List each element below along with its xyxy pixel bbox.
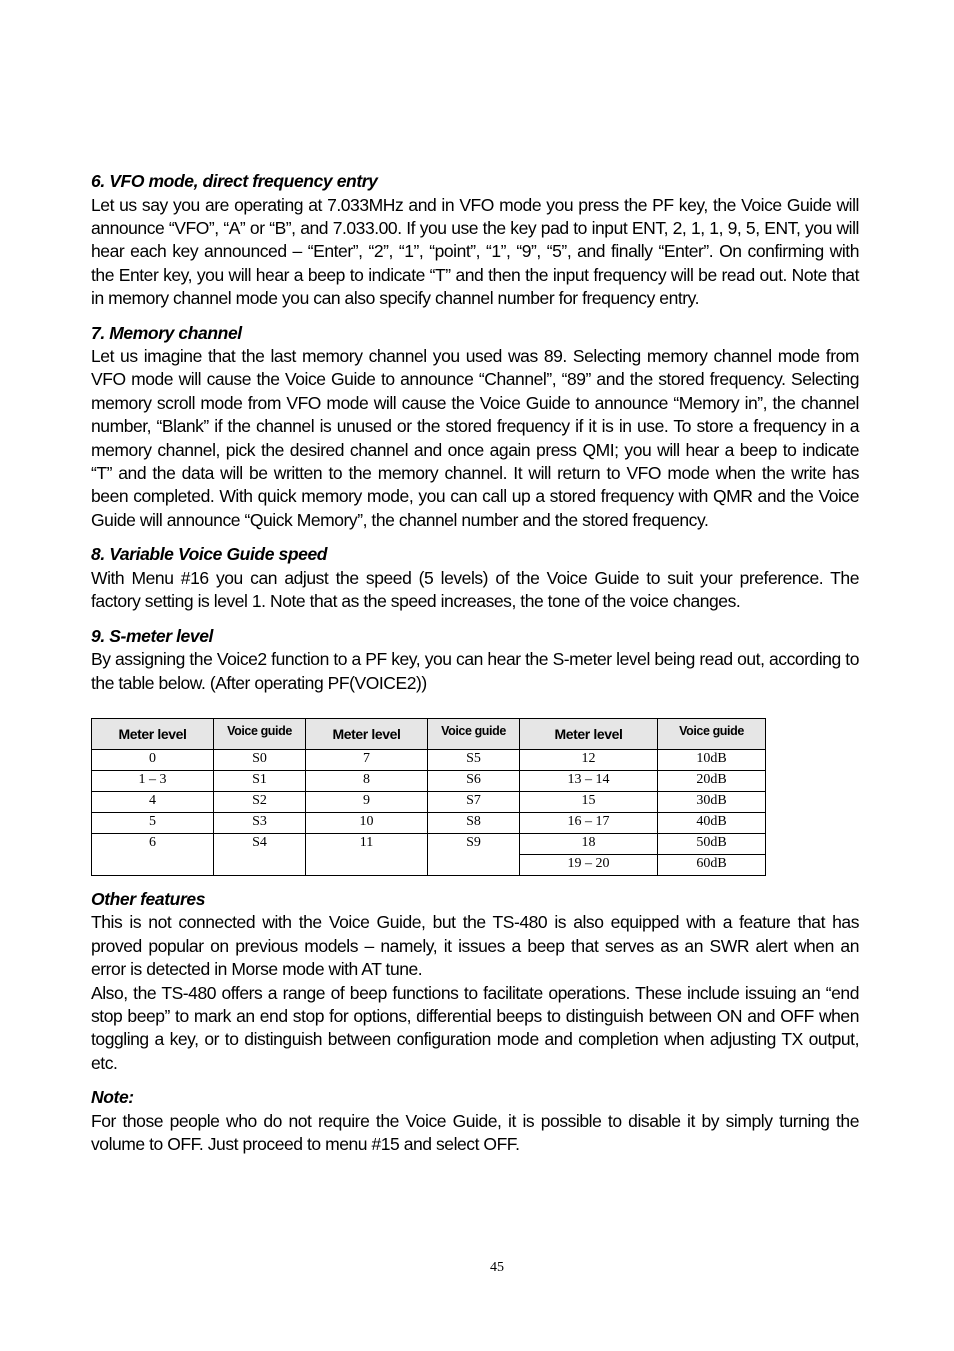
table-cell: 50dB [658,833,766,854]
table-cell: 10 [306,812,428,833]
paragraph: Let us imagine that the last memory channel you used was 89. Selecting memory channel mode from VFO mode will cause the Voice Guide to announce “Channel”, “89” and the stored frequency. Selecting memory scroll mode from VFO mode will cause the Voice Guide to announce “Memory in”, the channel number, “Blank” if the channel is unused or the stored frequency if it is in use. To store a frequency in a memory channel, pick the desired channel and once again press QMI; you will hear a beep to indicate “T” and the data will be written to the memory channel. It will return to VFO mode when the write has been completed. With quick memory mode, you can call up a stored frequency with QMR and the Voice Guide will announce “Quick Memory”, the channel number and the stored frequency. [91,346,859,530]
page-content [91,170,859,1168]
table-cell: 8 [306,770,428,791]
table-cell: 10dB [658,749,766,770]
table-cell: 9 [306,791,428,812]
table-cell: S6 [428,770,520,791]
section-heading: 6. VFO mode, direct frequency entry [91,171,378,191]
section-heading: 9. S-meter level [91,625,214,646]
table-cell: S8 [428,812,520,833]
table-cell: S3 [214,812,306,833]
paragraph: For those people who do not require the Voice Guide, it is possible to disable it by simply turning the volume to OFF. Just proceed to menu #15 and select OFF. [91,1110,859,1155]
table-cell: S4 [214,833,306,875]
table-row [92,749,766,770]
table-cell: S5 [428,749,520,770]
table-cell: 30dB [658,791,766,812]
table-row [92,833,766,854]
column-header: Voice guide [214,718,306,749]
section-vfo-mode [91,170,859,311]
paragraph: This is not connected with the Voice Guide, but the TS-480 is also equipped with a feature that has proved popular on previous models – namely, it issues a beep that serves as an SWR alert when an error is detected in Morse mode with AT tune. [91,912,859,980]
table-cell: S0 [214,749,306,770]
column-header: Voice guide [658,718,766,749]
paragraph: Also, the TS-480 offers a range of beep functions to facilitate operations. These include issuing an “end stop beep” to mark an end stop for options, differential beeps to distinguish between ON and OFF when toggling a key, or to distinguish between configuration mode and completion when adjusting TX output, etc. [91,982,859,1073]
table-cell: 16 – 17 [520,812,658,833]
section-heading: Other features [91,888,206,909]
table-cell: 5 [92,812,214,833]
column-header: Voice guide [428,718,520,749]
column-header: Meter level [520,718,658,749]
section-heading: 7. Memory channel [91,322,242,343]
table-cell: 1 – 3 [92,770,214,791]
table-cell: S9 [428,833,520,875]
table-cell: 18 [520,833,658,854]
s-meter-table [91,718,766,876]
table-cell: 12 [520,749,658,770]
table-row [92,812,766,833]
table-cell: 15 [520,791,658,812]
table-cell: 0 [92,749,214,770]
table-cell: S1 [214,770,306,791]
section-heading: Note: [91,1087,134,1108]
column-header: Meter level [306,718,428,749]
table-header-row [92,718,766,749]
table-cell: S2 [214,791,306,812]
table-cell: 20dB [658,770,766,791]
table-cell: 7 [306,749,428,770]
table-cell: 19 – 20 [520,854,658,875]
table-cell: S7 [428,791,520,812]
paragraph: By assigning the Voice2 function to a PF key, you can hear the S-meter level being read out, according to the table below. (After operating PF(VOICE2)) [91,649,859,693]
table-cell: 6 [92,833,214,875]
table-cell: 4 [92,791,214,812]
section-voice-guide-speed [91,543,859,613]
section-heading: 8. Variable Voice Guide speed [91,544,328,565]
paragraph: Let us say you are operating at 7.033MHz and in VFO mode you press the PF key, the Voice Guide will announce “VFO”, “A” or “B”, and 7.033.00. If you use the key pad to input ENT, 2, 1, 1, 9, 5, ENT, you will hear each key announced – “Enter”, “2”, “1”, “point”, “1”, “9”, “5”, and finally “Enter”. On confirming with the Enter key, you will hear a beep to indicate “T” and then the input frequency will be read out. Note that in memory channel mode you can also specify channel number for frequency entry. [91,194,859,309]
table-cell: 40dB [658,812,766,833]
column-header: Meter level [92,718,214,749]
page-number: 45 [490,1260,504,1275]
table-cell: 13 – 14 [520,770,658,791]
table-row [92,770,766,791]
paragraph: With Menu #16 you can adjust the speed (5 levels) of the Voice Guide to suit your preference. The factory setting is level 1. Note that as the speed increases, the tone of the voice changes. [91,567,859,612]
table-cell: 11 [306,833,428,875]
table-row [92,791,766,812]
section-other-features [91,888,859,1075]
section-note [91,1086,859,1156]
table-cell: 60dB [658,854,766,875]
section-s-meter-level [91,625,859,695]
section-memory-channel [91,322,859,533]
